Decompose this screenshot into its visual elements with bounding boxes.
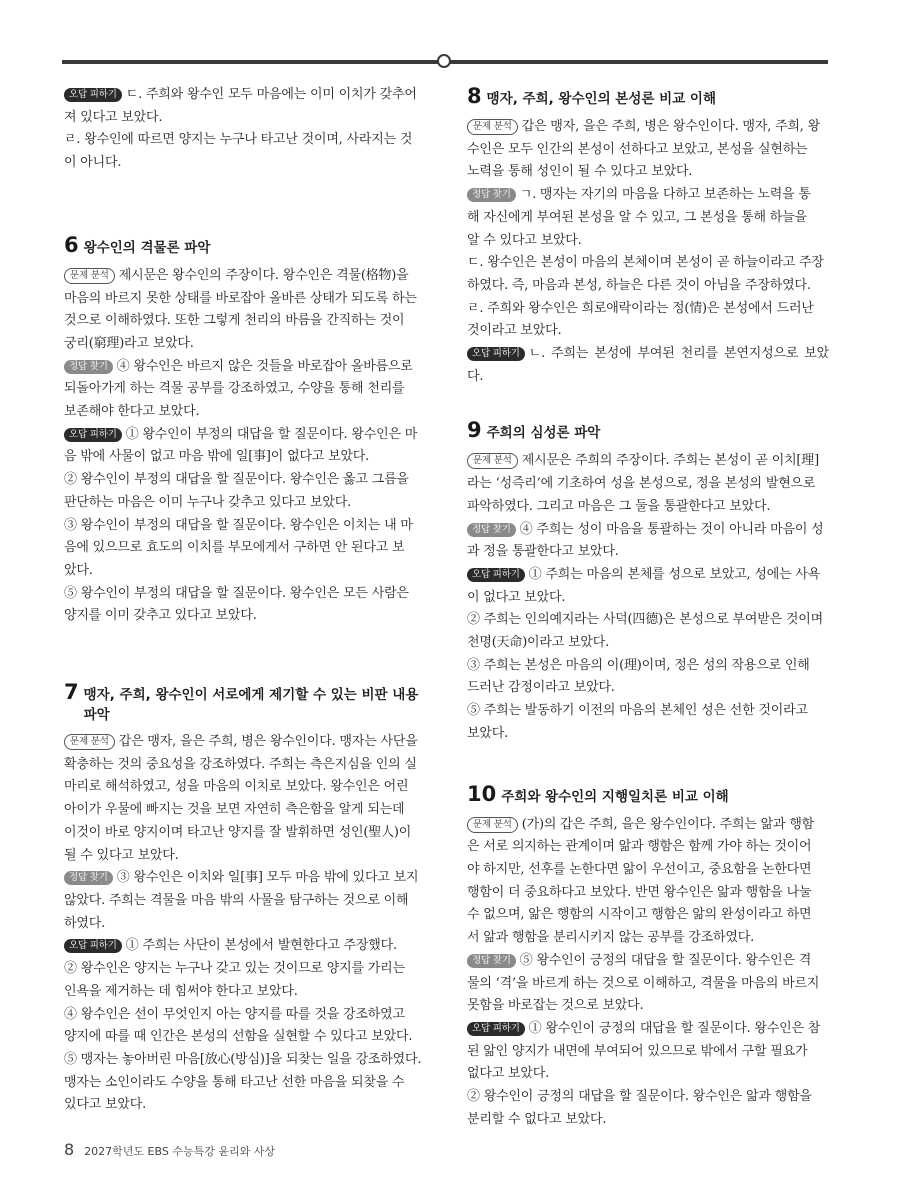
text-line: 것이라고 보았다. (467, 323, 562, 339)
section-title (64, 233, 432, 257)
badge-wrong-answer: 오답 피하기 (64, 88, 122, 102)
text-line (467, 564, 829, 587)
text-line: 이 아니다. (64, 155, 122, 171)
text-line: ㄹ. 왕수인에 따르면 양지는 누구나 타고난 것이며, 사라지는 것 (64, 132, 413, 148)
line-text: ㄱ. 맹자는 자기의 마음을 다하고 보존하는 노력을 통 (519, 187, 811, 203)
section-heading: 주희와 왕수인의 지행일치론 비교 이해 (501, 788, 729, 805)
section-number: 9 (467, 418, 482, 443)
text-line: 아이가 우물에 빠지는 것을 보면 자연히 측은함을 알게 되는데 (64, 802, 405, 818)
text-line (467, 343, 829, 388)
line-text: ④ 주희는 성이 마음을 통괄하는 것이 아니라 마음이 성 (519, 521, 824, 537)
text-line: 양지에 따를 때 인간은 본성의 선함을 실현할 수 있다고 보았다. (64, 1029, 413, 1045)
section-title (467, 418, 829, 442)
text-line (467, 519, 829, 542)
text-line (64, 84, 432, 107)
text-line: 음 밖에 사물이 없고 마음 밖에 일[事]이 없다고 보았다. (64, 449, 370, 465)
text-line: 판단하는 마음은 이미 누구나 갖추고 있다고 보았다. (64, 494, 352, 510)
badge-analysis: 문제 분석 (467, 453, 518, 469)
line-text: ⑤ 왕수인이 긍정의 대답을 할 질문이다. 왕수인은 격 (519, 952, 812, 968)
text-line: ② 주희는 인의예지라는 사덕(四德)은 본성으로 부여받은 것이며 (467, 612, 823, 628)
text-line (467, 450, 829, 473)
text-line: 하였다. (64, 915, 106, 931)
badge-analysis: 문제 분석 (467, 119, 518, 135)
text-line (64, 356, 432, 379)
text-line: 것으로 이해하였다. 또한 그렇게 천리의 바름을 간직하는 것이 (64, 313, 405, 329)
text-line: 이 없다고 보았다. (467, 589, 566, 605)
badge-wrong-answer: 오답 피하기 (64, 428, 122, 442)
text-line (467, 1018, 829, 1041)
text-line: 았다. (64, 562, 93, 578)
section-9 (467, 418, 829, 745)
text-line: 천명(天命)이라고 보았다. (467, 635, 610, 651)
line-text: 갑은 맹자, 을은 주희, 병은 왕수인이다. 맹자, 주희, 왕 (521, 119, 821, 134)
text-line: 서 앎과 행함을 분리시키지 않는 공부를 강조하였다. (467, 930, 755, 946)
section-heading: 왕수인의 격물론 파악 (83, 239, 211, 256)
line-text: 갑은 맹자, 을은 주희, 병은 왕수인이다. 맹자는 사단을 (118, 734, 418, 750)
section-heading: 주희의 심성론 파악 (486, 425, 601, 442)
section-title (467, 782, 829, 806)
text-line: 않았다. 주희는 격물을 마음 밖의 사물을 탐구하는 것으로 이해 (64, 892, 409, 908)
text-line: ② 왕수인은 양지는 누구나 갖고 있는 것이므로 양지를 가리는 (64, 961, 405, 977)
line-text: ① 주희는 마음의 본체를 성으로 보았고, 성에는 사욕 (528, 566, 821, 582)
text-line: 못함을 바로잡는 것으로 보았다. (467, 998, 644, 1014)
line-text: 제시문은 왕수인의 주장이다. 왕수인은 격물(格物)을 (118, 267, 409, 283)
right-column (467, 84, 829, 1131)
text-line: 은 서로 의지하는 관계이며 앎과 행함은 함께 가야 하는 것이어 (467, 839, 812, 855)
badge-wrong-answer: 오답 피하기 (467, 568, 525, 582)
text-line: 궁리(窮理)라고 보았다. (64, 335, 194, 351)
badge-analysis: 문제 분석 (64, 734, 115, 750)
header-rule-marker (437, 54, 451, 68)
text-line: 보존해야 한다고 보았다. (64, 404, 200, 420)
text-line (64, 731, 432, 754)
section-heading: 맹자, 주희, 왕수인의 본성론 비교 이해 (486, 91, 716, 107)
text-line (64, 265, 432, 288)
text-line: ㄷ. 왕수인은 본성이 마음의 본체이며 본성이 곧 하늘이라고 주장 (467, 255, 824, 271)
intro-block (64, 84, 432, 175)
text-line: 확충하는 것의 중요성을 강조하였다. 주희는 측은지심을 인의 실 (64, 756, 417, 772)
text-line: 과 정을 통괄한다고 보았다. (467, 544, 619, 560)
badge-correct-answer: 정답 찾기 (64, 360, 113, 374)
text-line: ㄹ. 주희와 왕수인은 희로애락이라는 정(情)은 본성에서 드러난 (467, 300, 814, 316)
line-text: ③ 왕수인은 이치와 일[事] 모두 마음 밖에 있다고 보지 (116, 870, 419, 886)
text-line (64, 867, 432, 890)
text-line (64, 935, 432, 958)
text-line: ③ 주희는 본성은 마음의 이(理)이며, 정은 성의 작용으로 인해 (467, 657, 810, 673)
text-line (467, 950, 829, 973)
text-line: ② 왕수인이 부정의 대답을 할 질문이다. 왕수인은 옳고 그름을 (64, 472, 409, 488)
section-number: 10 (467, 781, 497, 806)
text-line: 마리로 해석하였고, 성을 마음의 이치로 보았다. 왕수인은 어린 (64, 779, 409, 795)
text-line (467, 814, 829, 837)
text-line: 알 수 있다고 보았다. (467, 232, 582, 248)
text-line: 져 있다고 보았다. (64, 109, 163, 125)
text-line: 라는 ‘성즉리’에 기초하여 성을 본성으로, 정을 본성의 발현으로 (467, 476, 816, 492)
badge-wrong-answer: 오답 피하기 (64, 939, 122, 953)
text-line: 되돌아가게 하는 격물 공부를 강조하였고, 수양을 통해 천리를 (64, 381, 405, 397)
badge-correct-answer: 정답 찾기 (467, 954, 516, 968)
line-text: ④ 왕수인은 바르지 않은 것들을 바로잡아 올바름으로 (116, 358, 413, 374)
text-line: 마음의 바르지 못한 상태를 바로잡아 올바른 상태가 되도록 하는 (64, 290, 417, 306)
badge-correct-answer: 정답 찾기 (467, 188, 516, 202)
footer-title: 2027학년도 EBS 수능특강 윤리와 사상 (84, 1145, 275, 1158)
badge-correct-answer: 정답 찾기 (467, 523, 516, 537)
text-line: 이것이 바로 양지이며 타고난 양지를 잘 발휘하면 성인(聖人)이 (64, 824, 412, 840)
badge-wrong-answer: 오답 피하기 (467, 347, 525, 361)
badge-analysis: 문제 분석 (64, 268, 115, 284)
line-text: (가)의 갑은 주희, 을은 왕수인이다. 주희는 앎과 행함 (521, 816, 815, 832)
text-line: ⑤ 주희는 발동하기 이전의 마음의 본체인 성은 선한 것이라고 (467, 703, 808, 719)
text-line: 있다고 보았다. (64, 1097, 147, 1113)
text-line: 보았다. (467, 725, 509, 741)
line-text: ① 왕수인이 긍정의 대답을 할 질문이다. 왕수인은 참 (528, 1020, 821, 1036)
text-line (64, 424, 432, 447)
section-8 (467, 84, 829, 388)
text-line: 하였다. 즉, 마음과 본성, 하늘은 다른 것이 아님을 주장하였다. (467, 277, 811, 293)
badge-analysis: 문제 분석 (467, 817, 518, 833)
text-line: 야 하지만, 선후를 논한다면 앎이 우선이고, 중요함을 논한다면 (467, 861, 812, 877)
section-7 (64, 680, 432, 1117)
text-line: 행함이 더 중요하다고 보았다. 반면 왕수인은 앎과 행함을 나눌 (467, 884, 812, 900)
text-line (467, 116, 829, 139)
section-title (467, 84, 829, 108)
text-line: ⑤ 맹자는 놓아버린 마음[放心(방심)]을 되찾는 일을 강조하였다. (64, 1051, 422, 1067)
line-text: ㄴ. 주희는 본성에 부여된 천리를 본연지성으로 보았다. (467, 346, 829, 384)
text-line: 맹자는 소인이라도 수양을 통해 타고난 선한 마음을 되찾을 수 (64, 1074, 405, 1090)
section-heading: 맹자, 주희, 왕수인이 서로에게 제기할 수 있는 비판 내용 파악 (83, 687, 419, 724)
line-text: ㄷ. 주희와 왕수인 모두 마음에는 이미 이치가 갖추어 (125, 87, 417, 102)
text-line: 된 앎인 양지가 내면에 부여되어 있으므로 밖에서 구할 필요가 (467, 1043, 808, 1059)
text-line: 파악하였다. 그리고 마음은 그 둘을 통괄한다고 보았다. (467, 498, 771, 514)
page-number: 8 (64, 1140, 75, 1159)
section-6 (64, 233, 432, 628)
text-line: ④ 왕수인은 선이 무엇인지 아는 양지를 따를 것을 강조하였고 (64, 1006, 405, 1022)
text-line: 노력을 통해 성인이 될 수 있다고 보았다. (467, 164, 693, 180)
page-footer (64, 1140, 275, 1159)
text-line: 양지를 이미 갖추고 있다고 보았다. (64, 608, 257, 624)
section-number: 8 (467, 84, 482, 108)
text-line: 수 없으며, 앎은 행함의 시작이고 행함은 앎의 완성이라고 하면 (467, 907, 812, 923)
text-line: ③ 왕수인이 부정의 대답을 할 질문이다. 왕수인은 이치는 내 마 (64, 517, 413, 533)
section-number: 7 (64, 680, 79, 705)
text-line: 될 수 있다고 보았다. (64, 847, 179, 863)
badge-correct-answer: 정답 찾기 (64, 871, 113, 885)
section-title (64, 680, 432, 723)
text-line: 음에 있으므로 효도의 이치를 부모에게서 구하면 안 된다고 보 (64, 540, 405, 556)
text-line: 드러난 감정이라고 보았다. (467, 680, 615, 696)
text-line: 해 자신에게 부여된 본성을 알 수 있고, 그 본성을 통해 하늘을 (467, 209, 807, 225)
left-column (64, 84, 432, 1117)
text-line: ② 왕수인이 긍정의 대답을 할 질문이다. 왕수인은 앎과 행함을 (467, 1089, 812, 1105)
text-line: 수인은 모두 인간의 본성이 선하다고 보았고, 본성을 실현하는 (467, 141, 808, 157)
text-line: ⑤ 왕수인이 부정의 대답을 할 질문이다. 왕수인은 모든 사람은 (64, 585, 409, 601)
text-line: 없다고 보았다. (467, 1066, 550, 1082)
line-text: ① 주희는 사단이 본성에서 발현한다고 주장했다. (125, 938, 397, 954)
line-text: 제시문은 주희의 주장이다. 주희는 본성이 곧 이치[理] (521, 453, 819, 469)
text-line (467, 184, 829, 207)
text-line: 분리할 수 없다고 보았다. (467, 1111, 607, 1127)
text-line: 물의 ‘격’을 바르게 하는 것으로 이해하고, 격물을 마음의 바르지 (467, 975, 820, 991)
badge-wrong-answer: 오답 피하기 (467, 1022, 525, 1036)
line-text: ① 왕수인이 부정의 대답을 할 질문이다. 왕수인은 마 (125, 426, 418, 442)
text-line: 인욕을 제거하는 데 힘써야 한다고 보았다. (64, 983, 298, 999)
section-number: 6 (64, 232, 79, 257)
section-10 (467, 782, 829, 1132)
